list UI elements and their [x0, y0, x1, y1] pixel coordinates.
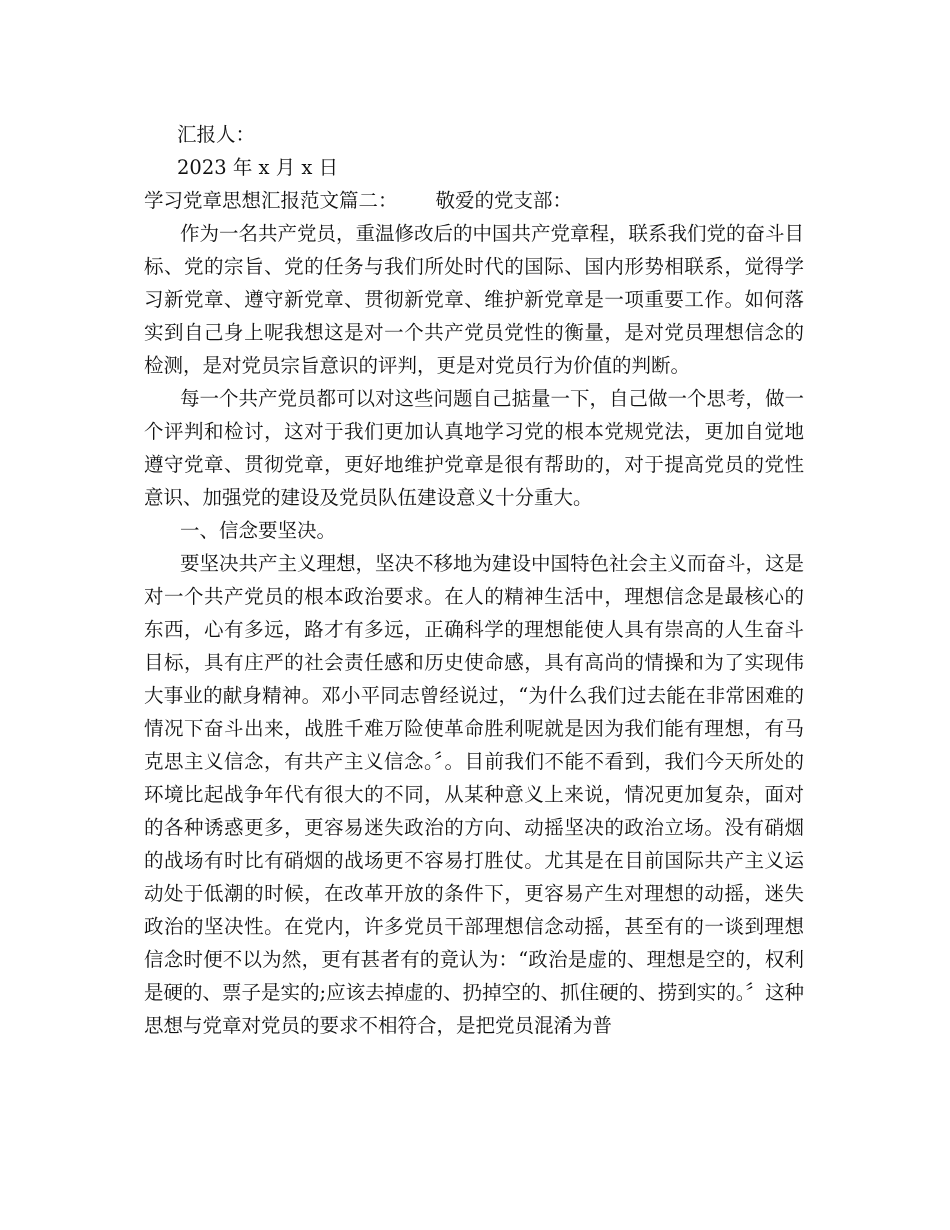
subsection-heading: 一、信念要坚决。 [180, 519, 337, 542]
reporter-label: 汇报人： [177, 123, 256, 146]
paragraph: 作为一名共产党员，重温修改后的中国共产党章程，联系我们党的奋斗目标、党的宗旨、党的任务与我们所处时代的国际、国内形势相联系，觉得学习新党章、遵守新党章、贯彻新党章、维护新党章是一项重要工作。如何落实到自己身上呢我想这是对一个共产党员党性的衡量，是对党员理想信念的检测，是对党员宗旨意识的评判，更是对党员行为价值的判断。 [144, 222, 805, 377]
paragraph: 要坚决共产主义理想，坚决不移地为建设中国特色社会主义而奋斗，这是对一个共产党员的根本政治要求。在人的精神生活中，理想信念是最核心的东西，心有多远，路才有多远，正确科学的理想能使人具有崇高的人生奋斗目标，具有庄严的社会责任感和历史使命感，具有高尚的情操和为了实现伟大事业的献身精神。邓小平同志曾经说过，“为什么我们过去能在非常困难的情况下奋斗出来，战胜千难万险使革命胜利呢就是因为我们能有理想，有马克思主义信念，有共产主义信念。〞。目前我们不能不看到，我们今天所处的环境比起战争年代有很大的不同，从某种意义上来说，情况更加复杂，面对的各种诱惑更多，更容易迷失政治的方向、动摇坚决的政治立场。没有硝烟的战场有时比有硝烟的战场更不容易打胜仗。尤其是在目前国际共产主义运动处于低潮的时候，在改革开放的条件下，更容易产生对理想的动摇，迷失政治的坚决性。在党内，许多党员干部理想信念动摇，甚至有的一谈到理想信念时便不以为然，更有甚者有的竟认为：“政治是虚的、理想是空的，权利是硬的、票子是实的;应该去掉虚的、扔掉空的、抓住硬的、捞到实的。〞这种思想与党章对党员的要求不相符合，是把党员混淆为普 [144, 552, 805, 1037]
document-body [144, 118, 804, 1042]
paragraph: 每一个共产党员都可以对这些问题自己掂量一下，自己做一个思考，做一个评判和检讨，这对于我们更加认真地学习党的根本党规党法，更加自觉地遵守党章、贯彻党章，更好地维护党章是很有帮助的，对于提高党员的党性意识、加强党的建设及党员队伍建设意义十分重大。 [144, 387, 805, 509]
section-heading [144, 184, 804, 217]
section-title: 学习党章思想汇报范文篇二： [144, 189, 398, 212]
salutation: 敬爱的党支部： [435, 189, 573, 212]
report-date: 2023 年 x 月 x 日 [177, 156, 339, 179]
